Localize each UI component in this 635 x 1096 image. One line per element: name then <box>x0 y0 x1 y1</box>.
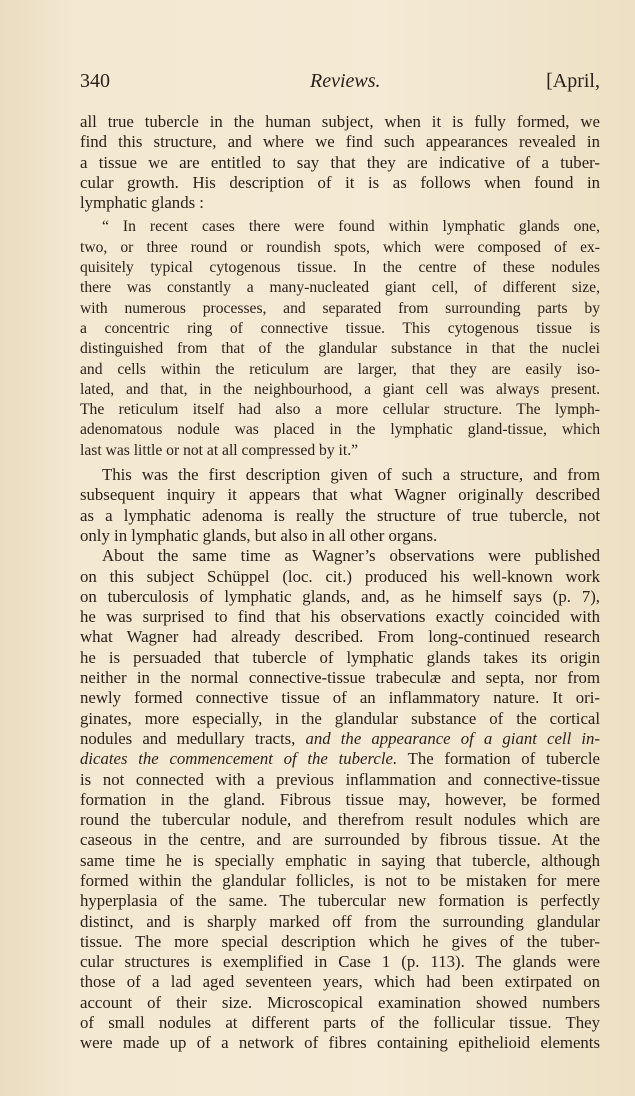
text-line: caseous in the centre, and are surrounded by fibrous tissue. At the <box>80 830 600 850</box>
text-line: “ In recent cases there were found within lymphatic glands one, <box>102 218 600 236</box>
text-line: what Wagner had already described. From long-continued research <box>80 627 600 647</box>
text-line: distinguished from that of the glandular substance in that the nuclei <box>80 340 600 358</box>
text-line: he was surprised to find that his observations exactly coincided with <box>80 607 600 627</box>
text-line: hyperplasia of the same. The tubercular new formation is perfectly <box>80 891 600 911</box>
text-line: lated, and that, in the neighbourhood, a giant cell was always present. <box>80 380 600 398</box>
text-line: quisitely typical cytogenous tissue. In the centre of these nodules <box>80 259 600 277</box>
text-line: neither in the normal connective-tissue trabeculæ and septa, nor from <box>80 668 600 688</box>
text-line: were made up of a network of fibres containing epithelioid elements <box>80 1033 600 1053</box>
text-line: of small nodules at different parts of the follicular tissue. They <box>80 1013 600 1033</box>
block-quote <box>80 217 600 461</box>
running-date: [April, <box>546 70 600 92</box>
text-line: distinct, and is sharply marked off from the surrounding glandular <box>80 911 600 931</box>
text-line: as a lymphatic adenoma is really the structure of true tubercle, not <box>80 505 600 525</box>
text-line: subsequent inquiry it appears that what Wagner originally described <box>80 485 600 505</box>
text-line: same time he is specially emphatic in saying that tubercle, although <box>80 850 600 870</box>
text-line: round the tubercular nodule, and therefrom result nodules which are <box>80 810 600 830</box>
italic-span: and the appearance of a giant cell in- <box>305 728 600 748</box>
text-line: tissue. The more special description which he gives of the tuber- <box>80 931 600 951</box>
page-number: 340 <box>80 70 110 92</box>
text-line: This was the first description given of such a structure, and from <box>102 465 600 485</box>
text-line: About the same time as Wagner’s observations were published <box>102 546 600 566</box>
text-line: last was little or not at all compressed by it.” <box>80 441 359 459</box>
text-line: and cells within the reticulum are larger, that they are easily iso- <box>80 360 600 378</box>
text-line: is not connected with a previous inflammation and connective-tissue <box>80 769 600 789</box>
text-line: formed within the glandular follicles, is not to be mistaken for mere <box>80 870 600 890</box>
text-line: a tissue we are entitled to say that they are indicative of a tuber- <box>80 152 600 172</box>
text-line: there was constantly a many-nucleated giant cell, of different size, <box>80 279 600 297</box>
paragraph <box>80 465 600 546</box>
text-line: cular structures is exemplified in Case 1 (p. 113). The glands were <box>80 952 600 972</box>
body-text <box>80 112 600 1054</box>
text-line: formation in the gland. Fibrous tissue may, however, be formed <box>80 789 600 809</box>
text-line: those of a lad aged seventeen years, which had been extirpated on <box>80 972 600 992</box>
text-line: only in lymphatic glands, but also in all other organs. <box>80 525 438 545</box>
text-line: The reticulum itself had also a more cellular structure. The lymph- <box>80 401 600 419</box>
running-title: Reviews. <box>310 70 381 92</box>
text-line-mixed <box>80 729 600 749</box>
text-span: The formation of tubercle <box>407 749 600 769</box>
text-line: cular growth. His description of it is as follows when found in <box>80 172 600 192</box>
italic-span: dicates the commencement of the tubercle. <box>80 749 398 769</box>
text-line: lymphatic glands : <box>80 193 204 213</box>
paragraph <box>80 546 600 1053</box>
text-line: he is persuaded that tubercle of lymphatic glands takes its origin <box>80 647 600 667</box>
running-header <box>80 70 600 96</box>
text-line: account of their size. Microscopical examination showed numbers <box>80 992 600 1012</box>
text-line: two, or three round or roundish spots, which were composed of ex- <box>80 238 600 256</box>
paragraph <box>80 112 600 213</box>
text-line: find this structure, and where we find such appearances revealed in <box>80 132 600 152</box>
text-line: a concentric ring of connective tissue. This cytogenous tissue is <box>80 319 600 337</box>
text-line: on this subject Schüppel (loc. cit.) produced his well-known work <box>80 566 600 586</box>
text-line: on tuberculosis of lymphatic glands, and, as he himself says (p. 7), <box>80 586 600 606</box>
text-line: adenomatous nodule was placed in the lymphatic gland-tissue, which <box>80 421 600 439</box>
text-line: all true tubercle in the human subject, when it is fully formed, we <box>80 112 600 131</box>
text-line-mixed <box>80 749 600 769</box>
text-span: nodules and medullary tracts, <box>80 728 296 748</box>
text-line: with numerous processes, and separated from surrounding parts by <box>80 299 600 317</box>
text-line: newly formed connective tissue of an inflammatory nature. It ori- <box>80 688 600 708</box>
text-line: ginates, more especially, in the glandular substance of the cortical <box>80 708 600 728</box>
